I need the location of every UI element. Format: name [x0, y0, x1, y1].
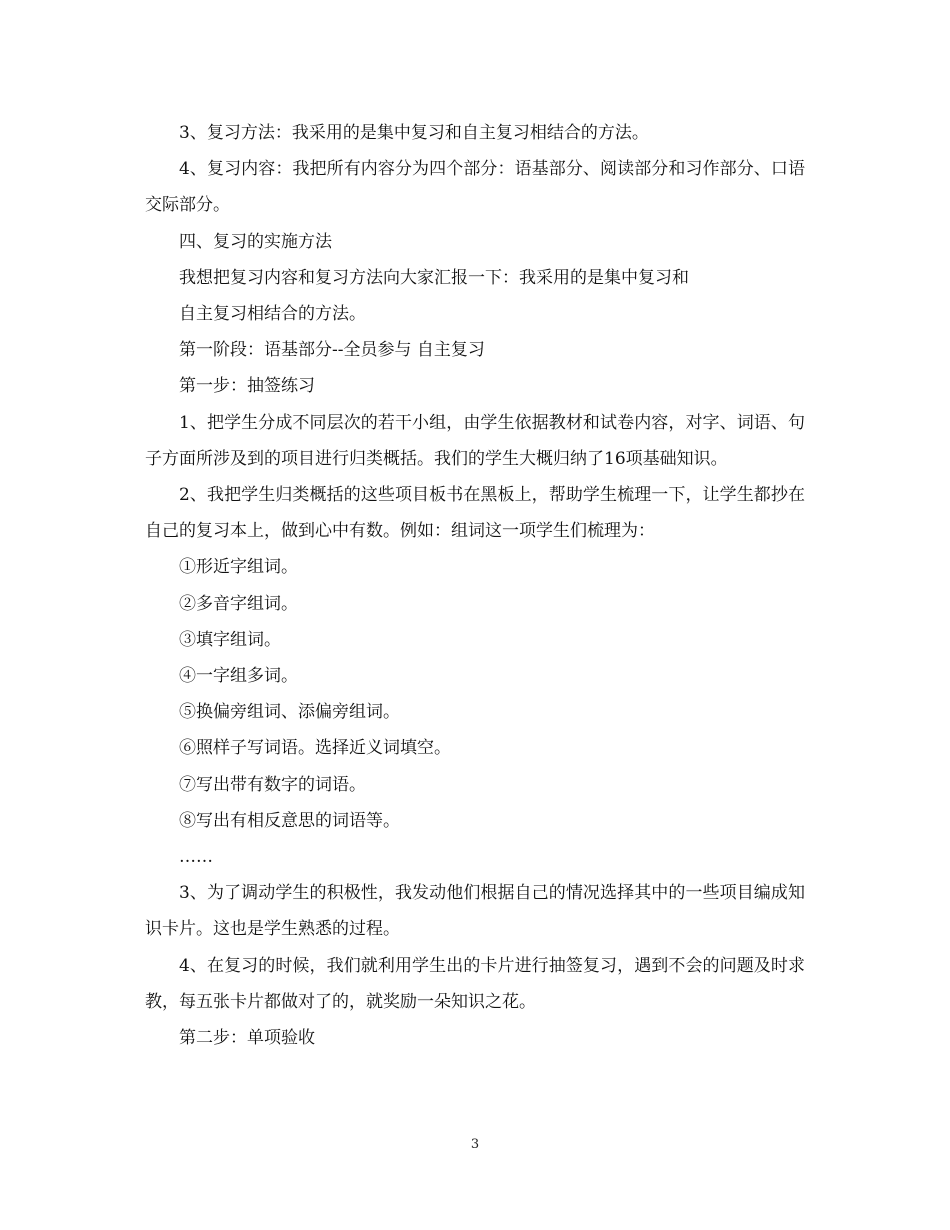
step-heading-one: 第一步：抽签练习	[179, 376, 315, 397]
document-body	[145, 115, 805, 1056]
stage-heading-one: 第一阶段：语基部分--全员参与 自主复习	[179, 340, 485, 361]
list-item-7: ⑦写出带有数字的词语。	[179, 774, 366, 795]
list-item-2: ②多音字组词。	[179, 593, 298, 614]
page-number: 3	[470, 1137, 480, 1152]
paragraph-step-2: 2、我把学生归类概括的这些项目板书在黑板上，帮助学生梳理一下，让学生都抄在自己的复习本上，做到心中有数。例如：组词这一项学生们梳理为：	[145, 485, 805, 542]
step-heading-two: 第二步：单项验收	[179, 1028, 315, 1049]
paragraph-report-intro-continued: 自主复习相结合的方法。	[179, 304, 366, 325]
list-item-1: ①形近字组词。	[179, 557, 298, 578]
paragraph-review-method: 3、复习方法：我采用的是集中复习和自主复习相结合的方法。	[179, 123, 649, 143]
list-item-8: ⑧写出有相反意思的词语等。	[179, 810, 400, 831]
list-item-6: ⑥照样子写词语。选择近义词填空。	[179, 738, 451, 759]
paragraph-step-4: 4、在复习的时候，我们就利用学生出的卡片进行抽签复习，遇到不会的问题及时求教，每五张卡片都做对了的，就奖励一朵知识之花。	[145, 955, 805, 1012]
paragraph-report-intro: 我想把复习内容和复习方法向大家汇报一下：我采用的是集中复习和	[179, 267, 689, 288]
paragraph-step-3: 3、为了调动学生的积极性，我发动他们根据自己的情况选择其中的一些项目编成知识卡片。这也是学生熟悉的过程。	[145, 883, 805, 940]
list-item-3: ③填字组词。	[179, 629, 281, 650]
paragraph-review-content: 4、复习内容：我把所有内容分为四个部分：语基部分、阅读部分和习作部分、口语交际部分。	[145, 159, 805, 216]
ellipsis-line: ……	[179, 847, 213, 868]
list-item-4: ④一字组多词。	[179, 666, 298, 687]
paragraph-step-1: 1、把学生分成不同层次的若干小组，由学生依据教材和试卷内容，对字、词语、句子方面所涉及到的项目进行归类概括。我们的学生大概归纳了16项基础知识。	[145, 412, 805, 469]
list-item-5: ⑤换偏旁组词、添偏旁组词。	[179, 702, 400, 723]
section-heading-implementation: 四、复习的实施方法	[179, 231, 332, 252]
